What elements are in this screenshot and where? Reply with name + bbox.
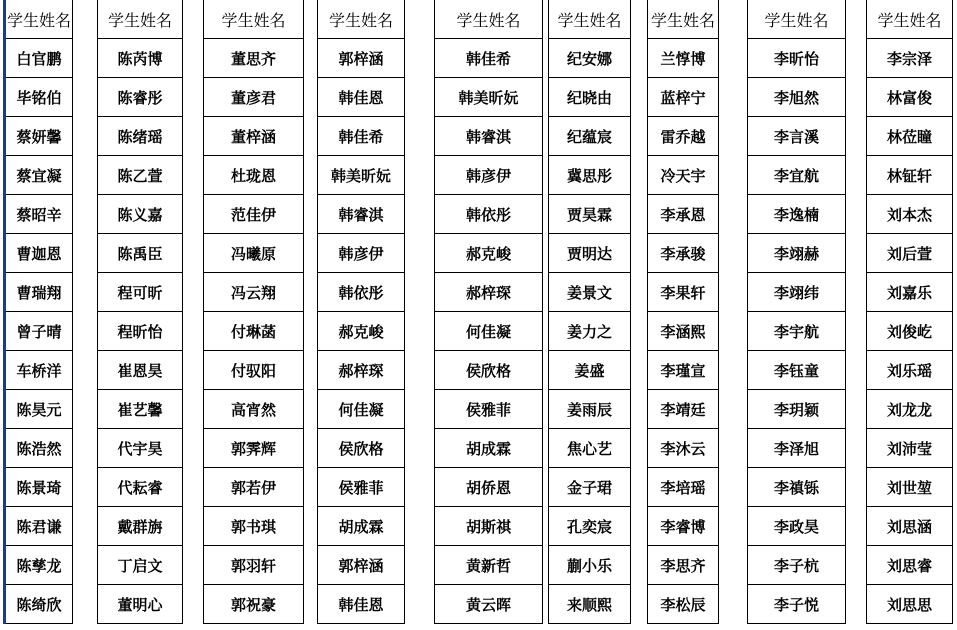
student-name-cell: 韩彦伊 — [318, 234, 404, 273]
column-header: 学生姓名 — [318, 0, 404, 39]
student-name-cell: 陈禹臣 — [98, 234, 182, 273]
student-name-cell: 戴群旃 — [98, 507, 182, 546]
student-name-cell: 李翊赫 — [748, 234, 845, 273]
column-header: 学生姓名 — [98, 0, 182, 39]
column-header: 学生姓名 — [435, 0, 542, 39]
student-name-cell: 陈乙萱 — [98, 156, 182, 195]
student-name-cell: 刘后萱 — [867, 234, 952, 273]
student-name-cell: 李承恩 — [648, 195, 718, 234]
student-name-cell: 韩佳恩 — [318, 585, 404, 624]
student-name-cell: 陈绮欣 — [6, 585, 72, 624]
student-name-cell: 高宵然 — [204, 390, 303, 429]
name-column-2 — [97, 0, 183, 624]
student-name-cell: 韩睿淇 — [318, 195, 404, 234]
student-name-cell: 林莅瞳 — [867, 117, 952, 156]
name-column-5 — [434, 0, 543, 624]
student-name-cell: 李昕怡 — [748, 39, 845, 78]
student-name-cell: 李沐云 — [648, 429, 718, 468]
student-name-cell: 陈浩然 — [6, 429, 72, 468]
student-name-cell: 李涵熙 — [648, 312, 718, 351]
student-name-cell: 雷乔越 — [648, 117, 718, 156]
column-header: 学生姓名 — [648, 0, 718, 39]
student-name-cell: 来顺熙 — [549, 585, 630, 624]
student-name-cell: 侯雅菲 — [435, 390, 542, 429]
student-name-cell: 李瑾宣 — [648, 351, 718, 390]
student-name-cell: 刘俊屹 — [867, 312, 952, 351]
student-name-cell: 姜雨辰 — [549, 390, 630, 429]
student-name-cell: 郭梓涵 — [318, 39, 404, 78]
student-name-cell: 李禛铄 — [748, 468, 845, 507]
student-name-cell: 李言溪 — [748, 117, 845, 156]
student-name-cell: 李子悦 — [748, 585, 845, 624]
student-name-cell: 杜珑恩 — [204, 156, 303, 195]
student-name-cell: 李宜航 — [748, 156, 845, 195]
student-name-cell: 陈景琦 — [6, 468, 72, 507]
student-name-cell: 姜力之 — [549, 312, 630, 351]
student-name-cell: 李政昊 — [748, 507, 845, 546]
student-name-cell: 侯欣格 — [435, 351, 542, 390]
student-name-cell: 蔡昭辛 — [6, 195, 72, 234]
student-name-cell: 郭霁辉 — [204, 429, 303, 468]
student-name-cell: 贾明达 — [549, 234, 630, 273]
student-name-cell: 白官鹏 — [6, 39, 72, 78]
student-name-cell: 贾昊霖 — [549, 195, 630, 234]
student-name-cell: 刘乐瑶 — [867, 351, 952, 390]
student-name-cell: 董思齐 — [204, 39, 303, 78]
student-name-cell: 李靖廷 — [648, 390, 718, 429]
student-name-cell: 曹迦恩 — [6, 234, 72, 273]
student-name-cell: 李果轩 — [648, 273, 718, 312]
student-name-cell: 李钰童 — [748, 351, 845, 390]
student-name-cell: 董梓涵 — [204, 117, 303, 156]
student-name-cell: 纪晓由 — [549, 78, 630, 117]
student-name-cell: 韩彦伊 — [435, 156, 542, 195]
student-name-cell: 陈芮博 — [98, 39, 182, 78]
name-column-4 — [317, 0, 405, 624]
student-name-cell: 陈绪瑶 — [98, 117, 182, 156]
student-name-cell: 姜盛 — [549, 351, 630, 390]
student-name-cell: 林钲轩 — [867, 156, 952, 195]
student-name-cell: 李子杭 — [748, 546, 845, 585]
student-name-cell: 李旭然 — [748, 78, 845, 117]
student-name-cell: 纪蕴宸 — [549, 117, 630, 156]
student-name-cell: 代宇昊 — [98, 429, 182, 468]
student-name-cell: 胡成霖 — [435, 429, 542, 468]
student-name-cell: 郝梓琛 — [318, 351, 404, 390]
student-name-cell: 胡侨恩 — [435, 468, 542, 507]
student-name-cell: 付驭阳 — [204, 351, 303, 390]
student-name-cell: 付琳菡 — [204, 312, 303, 351]
name-column-3 — [203, 0, 304, 624]
name-column-9 — [866, 0, 953, 624]
student-name-cell: 胡斯祺 — [435, 507, 542, 546]
column-header: 学生姓名 — [867, 0, 952, 39]
name-column-8 — [747, 0, 846, 624]
student-name-cell: 曹瑞翔 — [6, 273, 72, 312]
student-name-cell: 李翊纬 — [748, 273, 845, 312]
student-name-cell: 丁启文 — [98, 546, 182, 585]
student-name-cell: 冷天宇 — [648, 156, 718, 195]
student-name-cell: 兰惇博 — [648, 39, 718, 78]
student-name-cell: 程可昕 — [98, 273, 182, 312]
student-name-cell: 侯雅菲 — [318, 468, 404, 507]
student-name-cell: 李玥颖 — [748, 390, 845, 429]
student-name-cell: 陈孳龙 — [6, 546, 72, 585]
student-name-cell: 郭祝豪 — [204, 585, 303, 624]
student-name-cell: 孔奕宸 — [549, 507, 630, 546]
student-name-cell: 韩佳希 — [318, 117, 404, 156]
student-name-cell: 代耘睿 — [98, 468, 182, 507]
student-name-cell: 车桥洋 — [6, 351, 72, 390]
student-name-cell: 李逸楠 — [748, 195, 845, 234]
student-name-cell: 冯曦原 — [204, 234, 303, 273]
student-name-cell: 韩佳希 — [435, 39, 542, 78]
student-name-cell: 陈义嘉 — [98, 195, 182, 234]
column-header: 学生姓名 — [204, 0, 303, 39]
student-name-cell: 黄新哲 — [435, 546, 542, 585]
student-name-cell: 蓝梓宁 — [648, 78, 718, 117]
student-name-cell: 陈睿彤 — [98, 78, 182, 117]
student-name-cell: 李培瑶 — [648, 468, 718, 507]
student-name-cell: 蔡宜凝 — [6, 156, 72, 195]
student-name-cell: 金子珺 — [549, 468, 630, 507]
student-name-cell: 陈君谦 — [6, 507, 72, 546]
student-name-cell: 林富俊 — [867, 78, 952, 117]
student-name-cell: 蒯小乐 — [549, 546, 630, 585]
student-name-cell: 郭书琪 — [204, 507, 303, 546]
name-column-1 — [3, 0, 73, 624]
student-name-cell: 焦心艺 — [549, 429, 630, 468]
student-name-cell: 刘龙龙 — [867, 390, 952, 429]
column-header: 学生姓名 — [549, 0, 630, 39]
student-name-cell: 刘世堃 — [867, 468, 952, 507]
student-name-cell: 程昕怡 — [98, 312, 182, 351]
student-name-cell: 韩依彤 — [318, 273, 404, 312]
student-name-cell: 李宗泽 — [867, 39, 952, 78]
student-name-cell: 韩睿淇 — [435, 117, 542, 156]
student-name-cell: 纪安娜 — [549, 39, 630, 78]
student-name-cell: 郝梓琛 — [435, 273, 542, 312]
column-header: 学生姓名 — [748, 0, 845, 39]
student-name-cell: 冀思彤 — [549, 156, 630, 195]
student-name-cell: 刘思涵 — [867, 507, 952, 546]
student-name-cell: 侯欣格 — [318, 429, 404, 468]
student-name-cell: 李松辰 — [648, 585, 718, 624]
student-name-cell: 郝克峻 — [435, 234, 542, 273]
student-name-cell: 黄云晖 — [435, 585, 542, 624]
student-name-cell: 李承骏 — [648, 234, 718, 273]
student-name-cell: 李泽旭 — [748, 429, 845, 468]
student-name-cell: 郭若伊 — [204, 468, 303, 507]
student-name-cell: 李思齐 — [648, 546, 718, 585]
student-name-cell: 韩依彤 — [435, 195, 542, 234]
student-name-cell: 冯云翔 — [204, 273, 303, 312]
student-name-cell: 刘沛莹 — [867, 429, 952, 468]
student-name-cell: 韩美昕妧 — [435, 78, 542, 117]
student-name-cell: 陈昊元 — [6, 390, 72, 429]
student-name-cell: 董彦君 — [204, 78, 303, 117]
student-name-cell: 韩佳恩 — [318, 78, 404, 117]
column-header: 学生姓名 — [6, 0, 72, 39]
student-name-cell: 董明心 — [98, 585, 182, 624]
student-name-cell: 刘嘉乐 — [867, 273, 952, 312]
student-name-cell: 韩美昕妧 — [318, 156, 404, 195]
student-name-cell: 何佳凝 — [318, 390, 404, 429]
student-name-cell: 崔艺馨 — [98, 390, 182, 429]
student-name-cell: 刘思思 — [867, 585, 952, 624]
student-name-cell: 崔恩昊 — [98, 351, 182, 390]
student-name-cell: 刘思睿 — [867, 546, 952, 585]
name-column-6 — [548, 0, 631, 624]
student-name-cell: 范佳伊 — [204, 195, 303, 234]
student-name-cell: 李睿博 — [648, 507, 718, 546]
student-name-cell: 毕铭伯 — [6, 78, 72, 117]
student-name-cell: 刘本杰 — [867, 195, 952, 234]
student-name-cell: 胡成霖 — [318, 507, 404, 546]
student-name-cell: 郭梓涵 — [318, 546, 404, 585]
student-name-cell: 姜景文 — [549, 273, 630, 312]
student-name-cell: 蔡妍馨 — [6, 117, 72, 156]
student-name-cell: 郭羽轩 — [204, 546, 303, 585]
name-column-7 — [647, 0, 719, 624]
student-name-cell: 李宇航 — [748, 312, 845, 351]
student-name-cell: 曾子晴 — [6, 312, 72, 351]
student-name-cell: 何佳凝 — [435, 312, 542, 351]
student-name-cell: 郝克峻 — [318, 312, 404, 351]
